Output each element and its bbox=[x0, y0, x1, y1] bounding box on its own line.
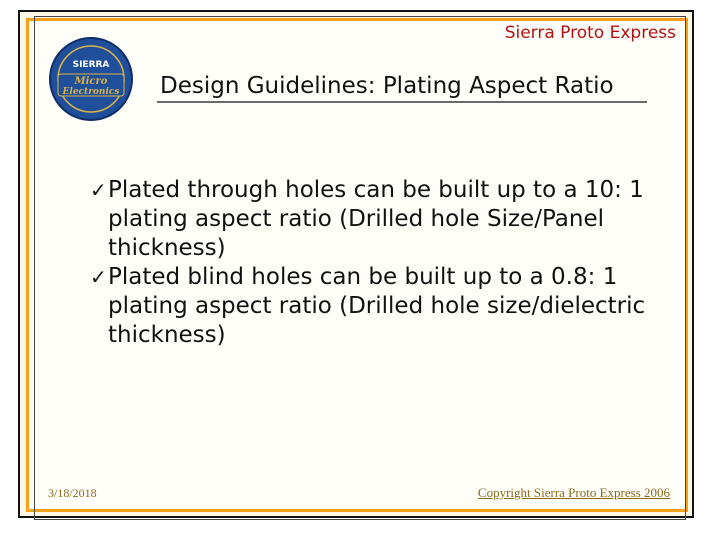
checkmark-icon: ✓ bbox=[90, 178, 107, 202]
bullet-item bbox=[90, 263, 690, 350]
company-name: Sierra Proto Express bbox=[504, 23, 676, 43]
bullet-text: Plated through holes can be built up to a 10: 1 plating aspect ratio (Drilled hole Size/Panel thickness) bbox=[108, 177, 644, 261]
logo-top-text: SIERRA bbox=[72, 60, 110, 70]
bullet-list bbox=[90, 176, 690, 350]
footer-copyright-link[interactable]: Copyright Sierra Proto Express 2006 bbox=[477, 485, 670, 500]
logo-line2: Electronics bbox=[62, 87, 120, 97]
bullet-item bbox=[90, 176, 690, 263]
title-underline bbox=[157, 101, 647, 103]
logo-line1: Micro bbox=[74, 76, 108, 87]
company-seal-logo bbox=[48, 36, 134, 122]
slide-title: Design Guidelines: Plating Aspect Ratio bbox=[160, 73, 614, 99]
footer-date: 3/18/2018 bbox=[48, 486, 97, 500]
bullet-text: Plated blind holes can be built up to a 0.8: 1 plating aspect ratio (Drilled hole size/dielectric thickness) bbox=[108, 264, 646, 348]
checkmark-icon: ✓ bbox=[90, 265, 107, 289]
